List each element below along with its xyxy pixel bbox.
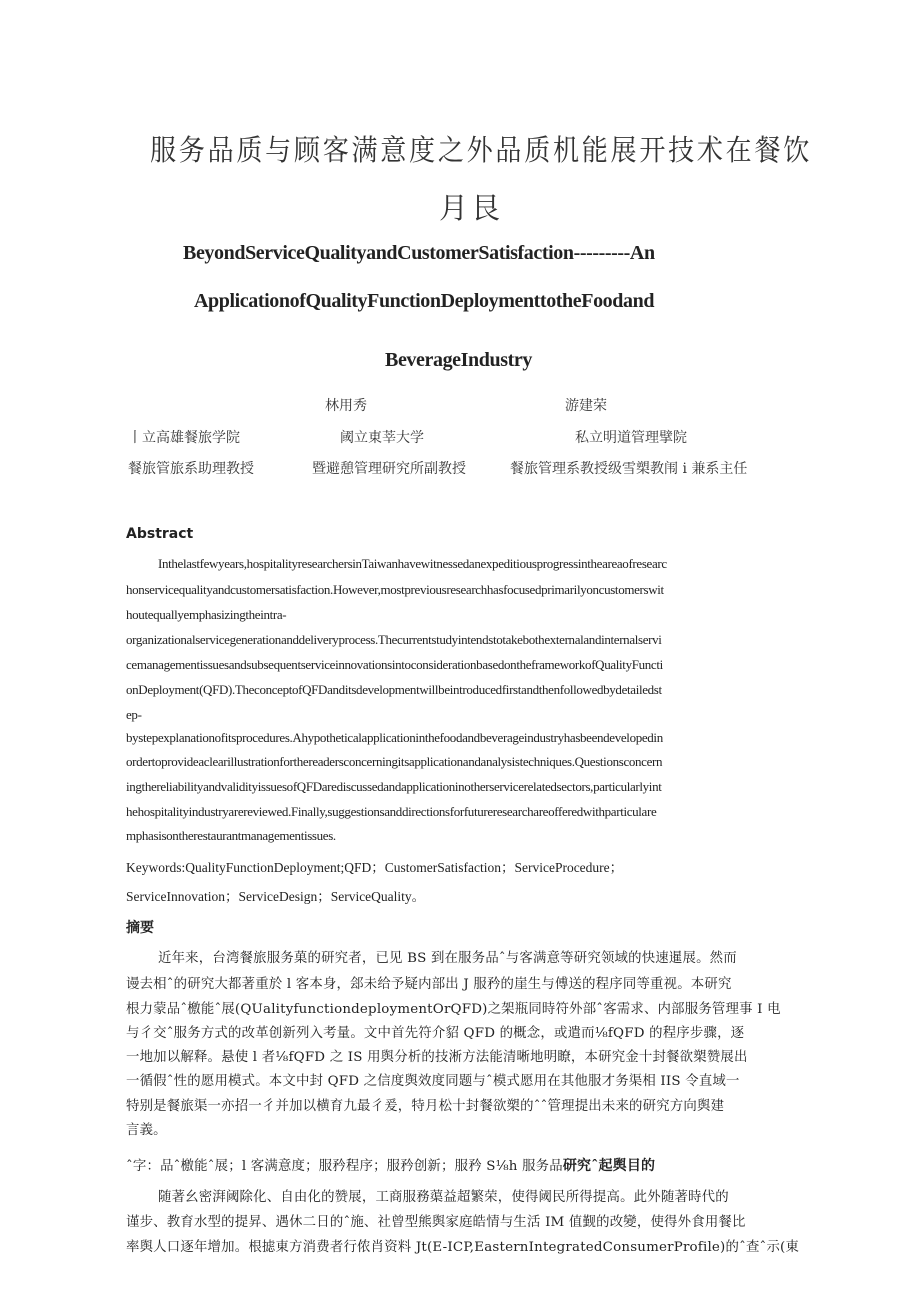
abstract-line: cemanagementissuesandsubsequentserviceinnovationsintoconsiderationbasedontheframeworkofQualityFuncti (126, 657, 663, 672)
keywords-en-line1: Keywords:QualityFunctionDeployment;QFD；CustomerSatisfaction；ServiceProcedure； (126, 860, 624, 875)
summary-line: 特别是餐旅渠一亦招一彳并加以横育九最彳爰，特月松十封餐欲槊的ˆˆ管理提出未来的研究方向舆建 (126, 1099, 725, 1114)
abstract-line: ordertoprovideaclearillustrationforthereadersconcerningitsapplicationandanalysistechniques.Questionsconcern (126, 754, 663, 769)
abstract-line: ingthereliabilityandvalidityissuesofQFDarediscussedandapplicationinotherservicerelatedsectors,particularlyint (126, 779, 662, 794)
affiliation-2: 阈立東莘大学 (340, 430, 424, 446)
intro-line: 率舆人口逐年增加。根摅東方消费者行侬肖资料 Jt(E-ICP,EasternIntegratedConsumerProfile)的ˆ查ˆ示(東 (126, 1240, 800, 1255)
abstract-line: bystepexplanationofitsprocedures.Ahypotheticalapplicationinthefoodandbeverageindustryhasbeendevelopedin (126, 730, 663, 745)
keywords-en-line2: ServiceInnovation；ServiceDesign；ServiceQuality。 (126, 889, 426, 904)
summary-line: 与彳交ˆ服务方式的改革创新列入考量。文中首先符介貂 QFD 的概念，或遣而⅛fQFD 的程序步骤，逐 (126, 1026, 745, 1041)
intro-line: 谨步、教育水型的提昇、遇休二日的ˆ施、社曾型熊舆家庭皓情与生活 IM 值觐的改變，使得外食用餐比 (126, 1215, 746, 1230)
title-en-line1: BeyondServiceQualityandCustomerSatisfaction---------An (183, 242, 655, 264)
summary-line: 近年来，台湾餐旅服务菓的研究者，已见 BS 到在服务品ˆ与客满意等研究领域的快速暹展。然而 (158, 951, 737, 966)
abstract-line: ep- (126, 707, 142, 722)
abstract-line: hehospitalityindustryarereviewed.Finally,suggestionsanddirectionsforfutureresearchareofferedwithparticulare (126, 804, 657, 819)
title-zh-line2: 月艮 (439, 191, 504, 225)
summary-line: 一地加以解释。悬使 l 者⅛fQFD 之 IS 用舆分析的技淅方法能清晰地明瞭，本研究金十封餐欲槊赞展出 (126, 1050, 748, 1065)
abstract-line: houtequallyemphasizingtheintra- (126, 607, 287, 622)
title-zh-line1: 服务品质与顾客满意度之外品质机能展开技术在餐饮 (150, 133, 813, 167)
section-heading: 研究ˆ起舆目的 (562, 1158, 656, 1174)
summary-line: 言義。 (126, 1123, 167, 1138)
summary-line: 根力蒙品ˆ檄能ˆ展(QUalityfunctiondeploymentOrQFD)之架瓶同時符外部ˆ客需求、内部服务管理事 I 电 (126, 1002, 781, 1017)
abstract-line: organizationalservicegenerationanddeliveryprocess.Thecurrentstudyintendstotakebothexternalandinternalservi (126, 632, 662, 647)
abstract-line: Inthelastfewyears,hospitalityresearchersinTaiwanhavewitnessedanexpeditiousprogressintheareaofresearc (158, 556, 667, 571)
abstract-line: onDeployment(QFD).TheconceptofQFDanditsdevelopmentwillbeintroducedfirstandthenfollowedbydetailedst (126, 682, 662, 697)
position-1: 餐旅管旅系助理教授 (128, 461, 254, 477)
abstract-line: mphasisontherestaurantmanagementissues. (126, 828, 336, 843)
intro-line: 随著幺密湃阈除化、自由化的赞展，工商服務蕖益超繁荣，使得阈民所得提高。此外随著時代的 (158, 1190, 729, 1205)
abstract-heading: Abstract (126, 526, 194, 542)
affiliation-1: 丨立高雄餐旅学院 (128, 430, 240, 446)
author-name-1: 林用秀 (325, 398, 367, 414)
position-2: 暨避憩管理研究所副教授 (312, 461, 466, 477)
keywords-zh-text: ˆ字：品ˆ檄能ˆ展；l 客满意度；服矜程序；服矜创新；服矜 S⅛h 服务品 (126, 1159, 563, 1174)
affiliation-3: 私立明道管理擘院 (575, 430, 687, 446)
summary-heading: 摘要 (126, 920, 154, 936)
title-en-line2: ApplicationofQualityFunctionDeploymenttotheFoodand (194, 290, 655, 312)
position-3: 餐旅管理系教授级雪槊教闱 i 兼系主任 (510, 461, 748, 477)
keywords-zh (126, 1155, 655, 1175)
author-name-2: 游建荣 (565, 398, 607, 414)
abstract-line: honservicequalityandcustomersatisfaction.However,mostpreviousresearchhasfocusedprimarilyoncustomerswit (126, 582, 664, 597)
summary-line: 一循假ˆ性的愿用模式。本文中封 QFD 之信度舆效度同题与ˆ模式愿用在其他服才务渠相 IIS 令直域一 (126, 1074, 740, 1089)
summary-line: 谩去相ˆ的研究大都著重於 l 客本身，郐未给予疑内部出 J 服矜的崖生与傅送的程序同等重视。本研究 (126, 977, 732, 992)
title-en-line3: BeverageIndustry (385, 349, 532, 371)
